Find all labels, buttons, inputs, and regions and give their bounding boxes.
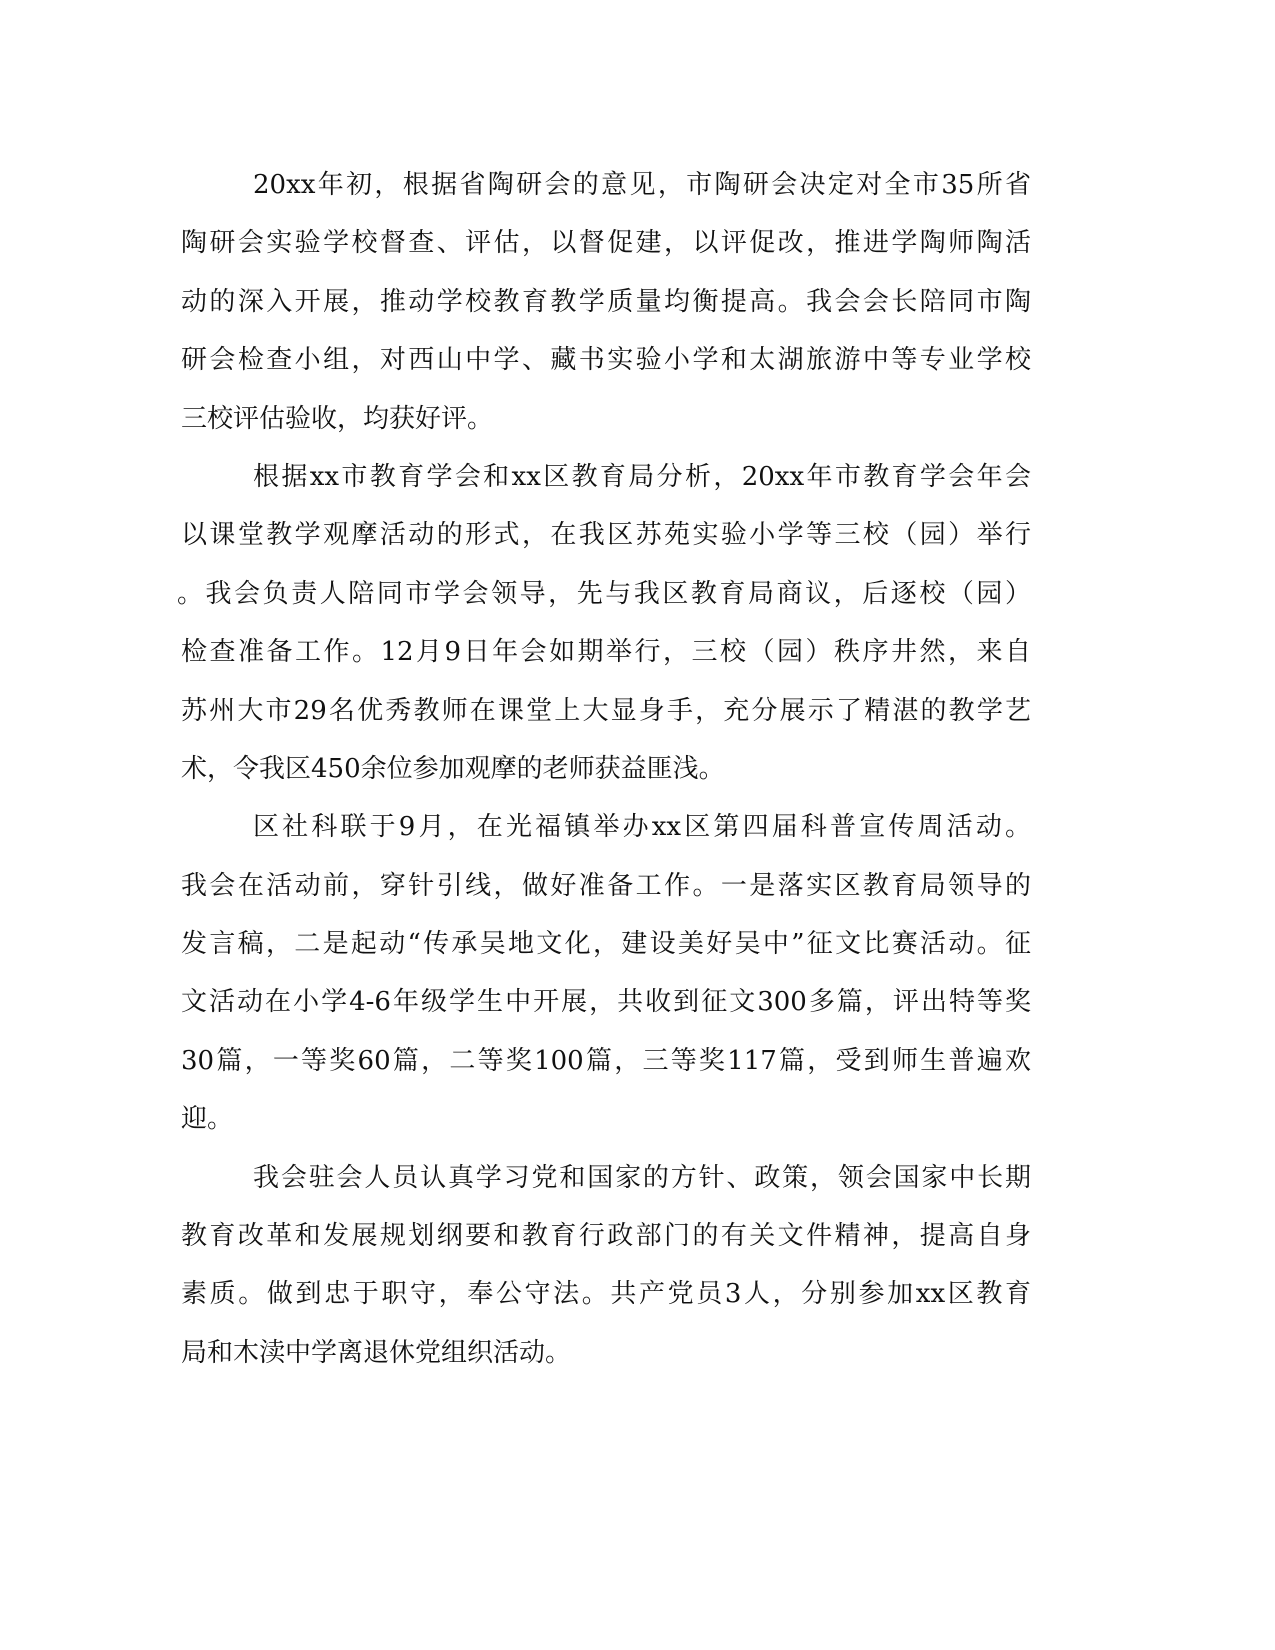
paragraph-line: 20xx年初，根据省陶研会的意见，市陶研会决定对全市35所省 <box>253 170 1031 200</box>
paragraph-line: 以课堂教学观摩活动的形式，在我区苏苑实验小学等三校（园）举行 <box>181 520 1031 551</box>
paragraph-2 <box>177 448 1031 798</box>
document-body <box>177 156 1031 1382</box>
paragraph-line: 发言稿，二是起动“传承吴地文化，建设美好吴中”征文比赛活动。征 <box>181 929 1031 960</box>
paragraph-line: 教育改革和发展规划纲要和教育行政部门的有关文件精神，提高自身 <box>181 1221 1031 1252</box>
paragraph-line: 三校评估验收，均获好评。 <box>181 403 494 434</box>
paragraph-line: 检查准备工作。12月9日年会如期举行，三校（园）秩序井然，来自 <box>181 637 1031 668</box>
paragraph-line: 研会检查小组，对西山中学、藏书实验小学和太湖旅游中等专业学校 <box>181 345 1031 376</box>
paragraph-4 <box>181 1149 1031 1383</box>
paragraph-line: 苏州大市29名优秀教师在课堂上大显身手，充分展示了精湛的教学艺 <box>181 695 1031 726</box>
paragraph-line: 文活动在小学4-6年级学生中开展，共收到征文300多篇，评出特等奖 <box>181 987 1031 1018</box>
paragraph-line: 术，令我区450余位参加观摩的老师获益匪浅。 <box>181 753 725 784</box>
paragraph-line: 素质。做到忠于职守，奉公守法。共产党员3人，分别参加xx区教育 <box>181 1279 1031 1310</box>
paragraph-line: 区社科联于9月，在光福镇举办xx区第四届科普宣传周活动。 <box>253 812 1031 843</box>
paragraph-line: 动的深入开展，推动学校教育教学质量均衡提高。我会会长陪同市陶 <box>181 286 1031 317</box>
paragraph-3 <box>181 798 1031 1148</box>
paragraph-line: 我会在活动前，穿针引线，做好准备工作。一是落实区教育局领导的 <box>181 870 1031 901</box>
paragraph-line: 。我会负责人陪同市学会领导，先与我区教育局商议，后逐校（园） <box>177 578 1031 609</box>
paragraph-line: 根据xx市教育学会和xx区教育局分析，20xx年市教育学会年会 <box>253 461 1031 492</box>
paragraph-line: 陶研会实验学校督查、评估，以督促建，以评促改，推进学陶师陶活 <box>181 228 1031 259</box>
paragraph-line: 局和木渎中学离退休党组织活动。 <box>181 1337 572 1368</box>
paragraph-1 <box>181 156 1031 448</box>
paragraph-line: 我会驻会人员认真学习党和国家的方针、政策，领会国家中长期 <box>253 1162 1031 1193</box>
paragraph-line: 30篇，一等奖60篇，二等奖100篇，三等奖117篇，受到师生普遍欢 <box>181 1045 1031 1076</box>
paragraph-line: 迎。 <box>181 1104 234 1135</box>
